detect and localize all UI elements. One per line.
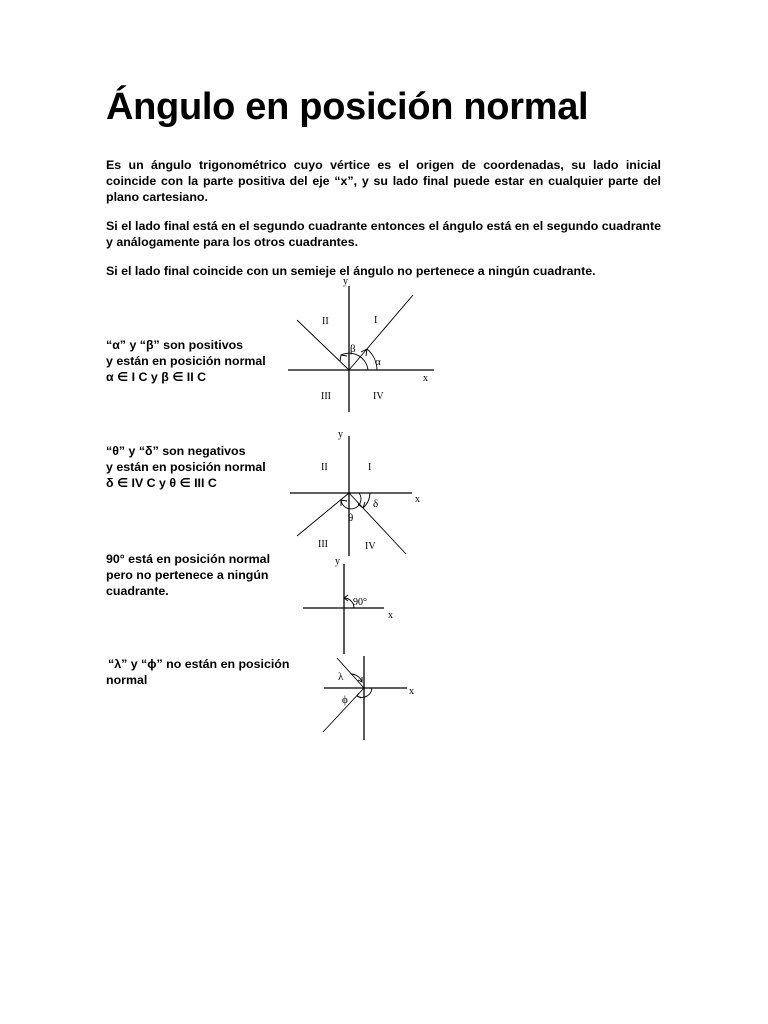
y-axis-label: y: [338, 429, 343, 440]
page-title: Ángulo en posición normal: [106, 86, 589, 128]
example-1-caption: [106, 337, 266, 385]
semiaxis-rule-paragraph: Si el lado final coincide con un semieje el ángulo no pertenece a ningún cuadrante.: [106, 264, 596, 278]
quadrant-label-i: I: [368, 462, 372, 473]
beta-terminal-side: [297, 320, 349, 370]
example-3-diagram: [300, 550, 410, 660]
definition-paragraph: Es un ángulo trigonométrico cuyo vértice es el origen de coordenadas, su lado inicial coincide con la parte positiva del eje “x”, y su lado final puede estar en cualquier parte del plano cartesiano.: [106, 158, 661, 204]
example-1-line-1: “α” y “β” son positivos: [106, 338, 244, 352]
phi-label: ϕ: [342, 694, 348, 706]
quadrant-rule-paragraph: Si el lado final está en el segundo cuadrante entonces el ángulo está en el segundo cuadrante y análogamente para los otros cuadrantes.: [106, 219, 661, 249]
quadrant-label-ii: II: [321, 462, 328, 473]
ninety-degree-label: 90°: [353, 597, 367, 608]
example-2-line-2: y están en posición normal: [106, 460, 266, 474]
theta-terminal-side: [297, 493, 349, 536]
delta-label: δ: [373, 498, 379, 510]
x-axis-label: x: [409, 686, 414, 697]
example-2-line-1: “θ” y “δ” son negativos: [106, 444, 246, 458]
example-2-diagram: [288, 426, 448, 566]
example-1-diagram: [286, 276, 446, 416]
example-3-line-3: cuadrante.: [106, 584, 169, 598]
x-axis-label: x: [423, 373, 428, 384]
y-axis-label: y: [343, 276, 348, 287]
quadrant-label-iii: III: [318, 539, 328, 550]
example-4-caption: [106, 656, 289, 688]
alpha-terminal-side: [349, 295, 413, 370]
example-4-line-2: normal: [106, 673, 148, 687]
phi-arrow: [357, 693, 361, 698]
example-4-line-1: “λ” y “ϕ” no están en posición: [108, 657, 290, 671]
quadrant-label-iv: IV: [365, 541, 376, 552]
beta-arrow: [340, 355, 347, 361]
example-4-diagram: [318, 652, 428, 747]
example-2-line-3: δ ∈ IV C y θ ∈ III C: [106, 476, 217, 490]
x-axis-label: x: [415, 494, 420, 505]
lambda-label: λ: [338, 671, 344, 683]
example-3-caption: [106, 551, 270, 599]
example-3-line-2: pero no pertenece a ningún: [106, 568, 269, 582]
x-axis-label: x: [388, 610, 393, 621]
quadrant-label-ii: II: [322, 316, 329, 327]
y-axis-label: y: [335, 556, 340, 567]
quadrant-label-iv: IV: [373, 391, 384, 402]
quadrant-label-i: I: [374, 315, 378, 326]
example-2-caption: [106, 443, 266, 491]
example-1-line-2: y están en posición normal: [106, 354, 266, 368]
example-3-line-1: 90° está en posición normal: [106, 552, 271, 566]
beta-label: β: [350, 343, 356, 355]
quadrant-label-iii: III: [321, 391, 331, 402]
example-1-line-3: α ∈ I C y β ∈ II C: [106, 370, 207, 384]
alpha-label: α: [375, 356, 381, 368]
theta-label: θ: [348, 512, 354, 524]
